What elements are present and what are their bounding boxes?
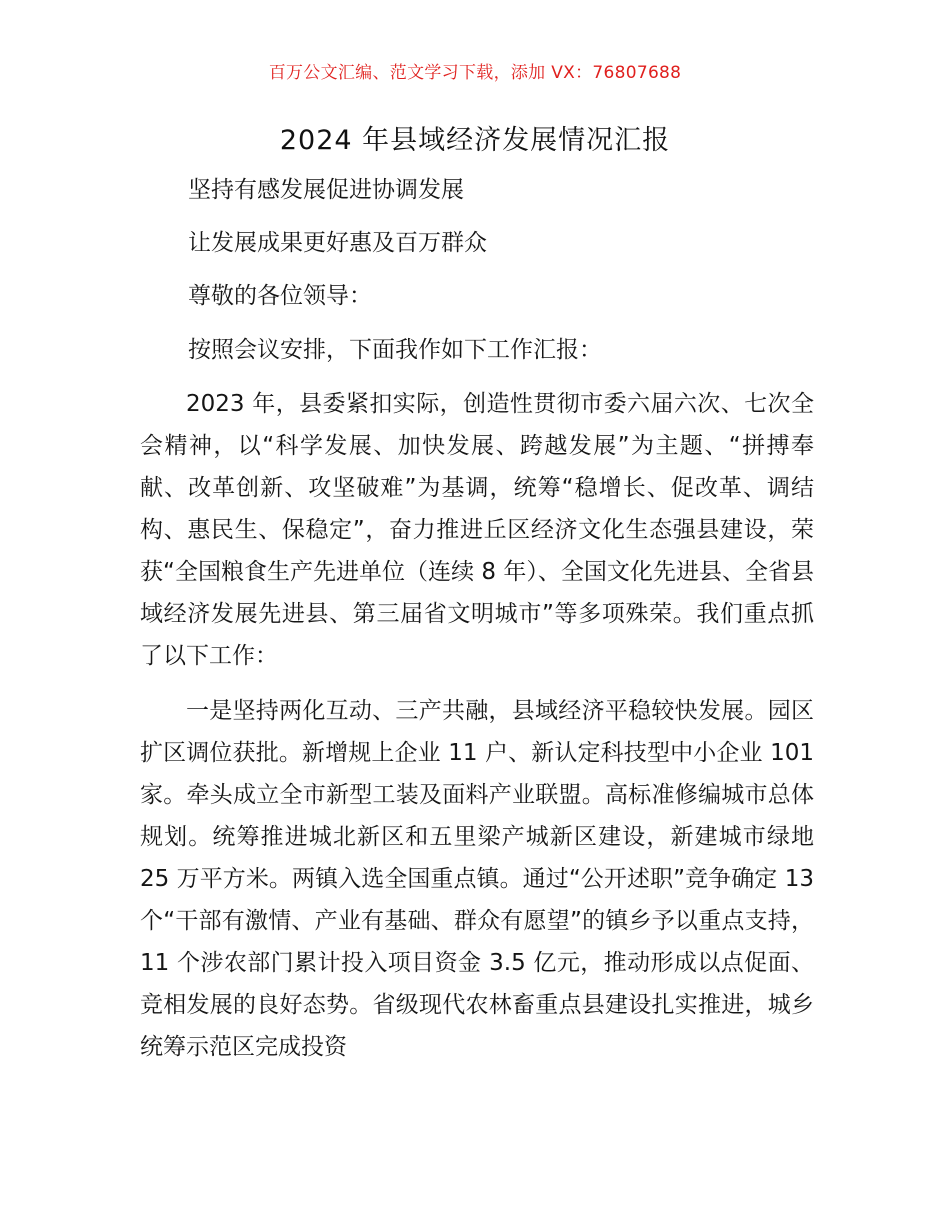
body-paragraph-1: 2023 年，县委紧扣实际，创造性贯彻市委六届六次、七次全会精神，以“科学发展、加快发展、跨越发展”为主题、“拼搏奉献、改革创新、攻坚破难”为基调，统筹“稳增长、促改革、调结构、惠民生、保稳定”，奋力推进丘区经济文化生态强县建设，荣获“全国粮食生产先进单位（连续 8 年）、全国文化先进县、全省县域经济发展先进县、第三届省文明城市”等多项殊荣。我们重点抓了以下工作： <box>140 391 814 669</box>
subtitle-line-1: 坚持有感发展促进协调发展 <box>188 177 464 203</box>
header-watermark-note: 百万公文汇编、范文学习下载，添加 VX：76807688 <box>268 63 682 83</box>
opening-line: 按照会议安排，下面我作如下工作汇报： <box>188 337 602 363</box>
subtitle-line-2: 让发展成果更好惠及百万群众 <box>188 230 487 256</box>
document-title: 2024 年县域经济发展情况汇报 <box>279 125 671 156</box>
body-paragraph-2: 一是坚持两化互动、三产共融，县域经济平稳较快发展。园区扩区调位获批。新增规上企业 11 户、新认定科技型中小企业 101 家。牵头成立全市新型工装及面料产业联盟。高标准修编城市总体规划。统筹推进城北新区和五里梁产城新区建设，新建城市绿地 25 万平方米。两镇入选全国重点镇。通过“公开述职”竞争确定 13 个“干部有激情、产业有基础、群众有愿望”的镇乡予以重点支持，11 个涉农部门累计投入项目资金 3.5 亿元，推动形成以点促面、竞相发展的良好态势。省级现代农林畜重点县建设扎实推进，城乡统筹示范区完成投资 <box>140 698 814 1060</box>
salutation: 尊敬的各位领导： <box>188 283 372 309</box>
